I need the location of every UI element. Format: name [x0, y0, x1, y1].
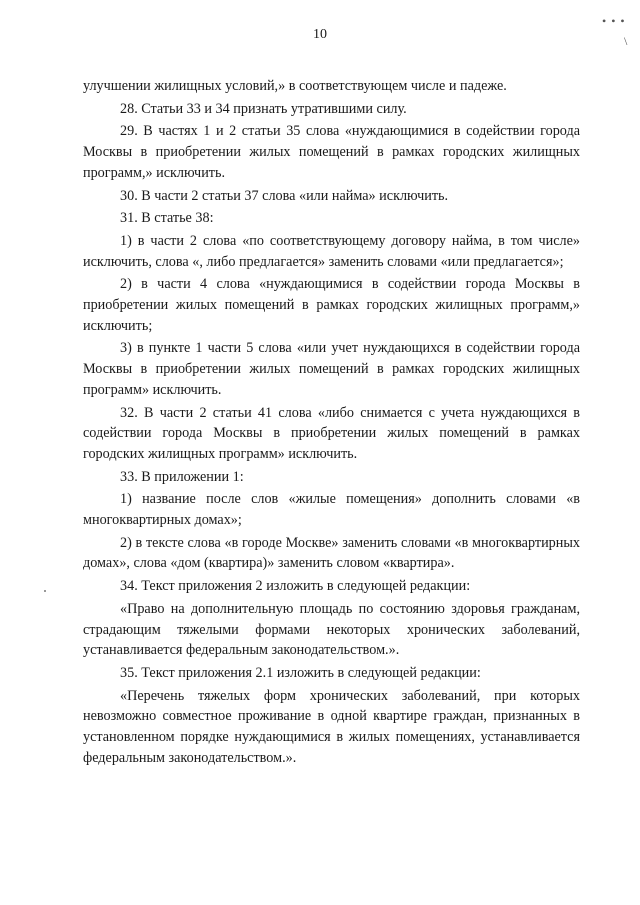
margin-scan-dot	[44, 590, 46, 592]
paragraph-32: 32. В части 2 статьи 41 слова «либо снимается с учета нуждающихся в содействии города Москвы в приобретении жилых помещений в рамках городских жилищных программ» исключить.	[83, 404, 580, 462]
paragraph-35: 35. Текст приложения 2.1 изложить в следующей редакции:	[120, 664, 481, 681]
document-body	[83, 76, 580, 769]
paragraph-33: 33. В приложении 1:	[120, 468, 244, 485]
paragraph-34-quote: «Право на дополнительную площадь по состоянию здоровья гражданам, страдающим тяжелыми формами некоторых хронических заболеваний, устанавливается федеральным законодательством.».	[83, 600, 580, 659]
paragraph-29: 29. В частях 1 и 2 статьи 35 слова «нуждающимися в содействии города Москвы в приобретении жилых помещений в рамках городских жилищных программ,» исключить.	[83, 123, 580, 181]
paragraph-33-item-1: 1) название после слов «жилые помещения» дополнить словами «в многоквартирных домах»;	[83, 491, 580, 529]
paragraph-34: 34. Текст приложения 2 изложить в следующей редакции:	[120, 578, 471, 595]
paragraph-28: 28. Статьи 33 и 34 признать утратившими силу.	[120, 100, 407, 117]
paragraph-31-item-2: 2) в части 4 слова «нуждающимися в содействии города Москвы в приобретении жилых помещений в рамках городских жилищных программ,» исключить;	[83, 276, 580, 334]
paragraph-33-item-2: 2) в тексте слова «в городе Москве» заменить словами «в многоквартирных домах», слова «дом (квартира)» заменить словом «квартира».	[83, 534, 580, 572]
corner-scan-mark-side: \	[624, 34, 628, 48]
paragraph-31-item-1: 1) в части 2 слова «по соответствующему договору найма, в том числе» исключить, слова «, либо предлагается» заменить словами «или предлагается»;	[83, 232, 580, 270]
paragraph-30: 30. В части 2 статьи 37 слова «или найма» исключить.	[120, 187, 449, 204]
paragraph-31: 31. В статье 38:	[120, 210, 214, 227]
page-number: 10	[313, 27, 327, 42]
paragraph-35-quote: «Перечень тяжелых форм хронических заболеваний, при которых невозможно совместное проживание в одной квартире граждан, признанных в установленном порядке нуждающимися в жилых помещениях, устанавливается федеральным законодательством.».	[83, 687, 580, 766]
corner-scan-marks: • • •	[602, 14, 626, 28]
paragraph-continuation: улучшении жилищных условий,» в соответствующем числе и падеже.	[83, 78, 507, 94]
paragraph-31-item-3: 3) в пункте 1 части 5 слова «или учет нуждающихся в содействии города Москвы в приобретении жилых помещений в рамках городских жилищных программ» исключить.	[83, 340, 580, 398]
